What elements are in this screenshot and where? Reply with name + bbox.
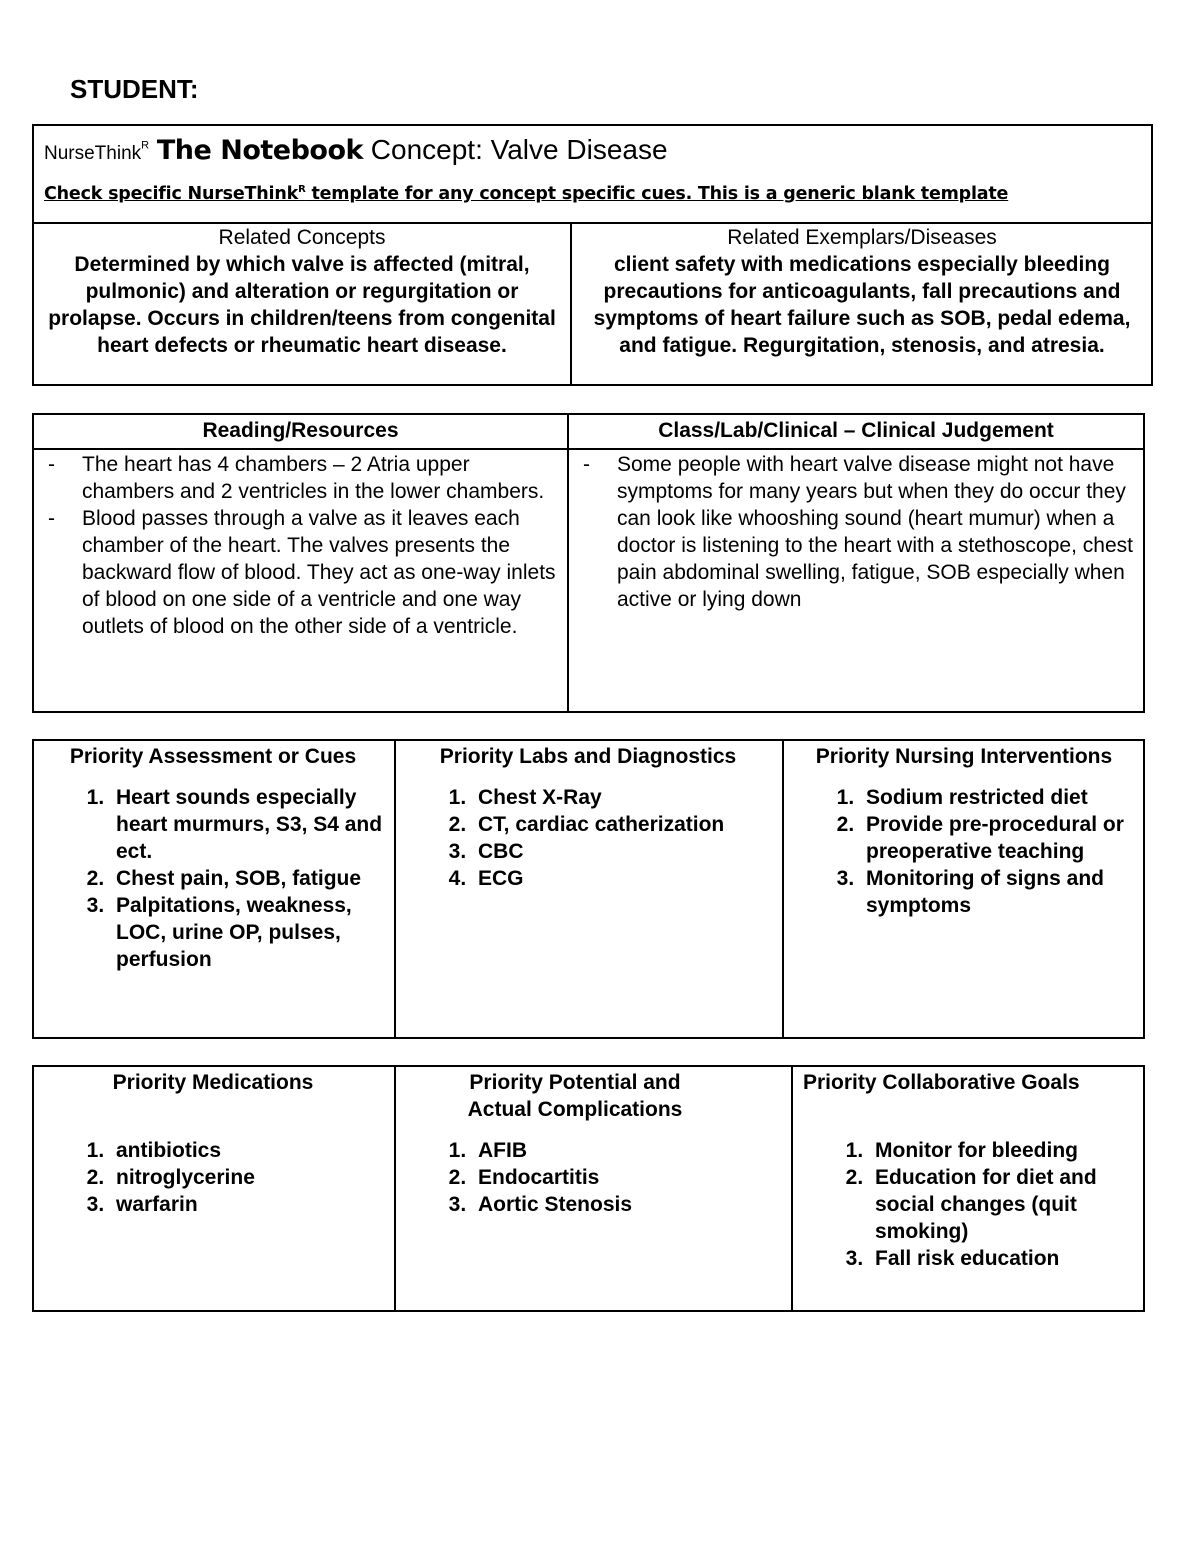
list-item: 1. Heart sounds especially heart murmurs, S3, S4 and ect. [110, 784, 392, 865]
goals-cell [793, 1069, 1145, 1272]
related-exemplars-heading: Related Exemplars/Diseases [727, 226, 997, 249]
list-item: 2. nitroglycerine [110, 1164, 392, 1191]
list-item: 3. CBC [472, 838, 780, 865]
related-exemplars [576, 224, 1148, 359]
list-item: 1. Sodium restricted diet [860, 784, 1144, 811]
assessment-heading: Priority Assessment or Cues [69, 745, 357, 768]
list-item: 1. Chest X-Ray [472, 784, 780, 811]
page-title [44, 134, 668, 166]
complications-cell [396, 1069, 789, 1218]
list-item: 4. ECG [472, 865, 780, 892]
related-concepts-text: Determined by which valve is affected (mitral, pulmonic) and alteration or regurgitation or prolapse. Occurs in children/teens from congenital heart defects or rheumatic heart disease. [48, 253, 556, 357]
list-item: 1. Monitor for bleeding [869, 1137, 1145, 1164]
labs-heading: Priority Labs and Diagnostics [439, 745, 737, 768]
list-item: 3. Aortic Stenosis [472, 1191, 789, 1218]
notebook-title: The Notebook [156, 135, 363, 166]
list-item: 2. Provide pre-procedural or preoperative teaching [860, 811, 1144, 865]
priority-table-1 [32, 739, 1145, 1039]
list-item: 3. Monitoring of signs and symptoms [860, 865, 1144, 919]
student-label: STUDENT: [70, 74, 199, 104]
list-item: 3. Fall risk education [869, 1245, 1145, 1272]
goals-heading: Priority Collaborative Goals [803, 1071, 1080, 1094]
list-item: 3. warfarin [110, 1191, 392, 1218]
list-item: 1. AFIB [472, 1137, 789, 1164]
concept-title: Concept: Valve Disease [370, 134, 668, 165]
interventions-cell [784, 743, 1144, 919]
priority-table-2 [32, 1065, 1145, 1312]
clinical-list [569, 451, 1139, 613]
list-item: - Some people with heart valve disease might not have symptoms for many years but when they do occur they can look like whooshing sound (heart mumur) when a doctor is listening to the heart with a stethoscope, chest pain abdominal swelling, fatigue, SOB especially when active or lying down [569, 451, 1139, 613]
related-exemplars-text: client safety with medications especially bleeding precautions for anticoagulants, fall precautions and symptoms of heart failure such as SOB, pedal edema, and fatigue. Regurgitation, stenosis, and atresia. [593, 253, 1131, 357]
list-item: 2. Endocartitis [472, 1164, 789, 1191]
related-concepts [38, 224, 566, 359]
list-item: 2. CT, cardiac catherization [472, 811, 780, 838]
list-item: 2. Chest pain, SOB, fatigue [110, 865, 392, 892]
list-item: - The heart has 4 chambers – 2 Atria upper chambers and 2 ventricles in the lower chambers. [34, 451, 564, 505]
interventions-heading: Priority Nursing Interventions [815, 745, 1113, 768]
complications-heading: Priority Potential and Actual Complications [467, 1071, 683, 1121]
brand: NurseThink [44, 143, 142, 164]
list-item: 3. Palpitations, weakness, LOC, urine OP, pulses, perfusion [110, 892, 392, 973]
list-item: 1. antibiotics [110, 1137, 392, 1164]
reg-mark: R [141, 139, 150, 152]
medications-heading: Priority Medications [112, 1071, 314, 1094]
reading-heading: Reading/Resources [202, 419, 399, 442]
labs-cell [396, 743, 780, 892]
clinical-heading: Class/Lab/Clinical – Clinical Judgement [658, 419, 1054, 442]
subtitle: Check specific NurseThink$^R$ template for any concept specific cues. This is a generic blank template [44, 184, 1009, 204]
related-concepts-heading: Related Concepts [218, 226, 386, 249]
list-item: - Blood passes through a valve as it leaves each chamber of the heart. The valves presents the backward flow of blood. They act as one-way inlets of blood on one side of a ventricle and one way outlets of blood on the other side of a ventricle. [34, 505, 564, 640]
medications-cell [34, 1069, 392, 1218]
resources-table [32, 413, 1145, 713]
assessment-cell [34, 743, 392, 973]
list-item: 2. Education for diet and social changes (quit smoking) [869, 1164, 1145, 1245]
concept-header-table [32, 124, 1153, 386]
reading-list [34, 451, 564, 640]
